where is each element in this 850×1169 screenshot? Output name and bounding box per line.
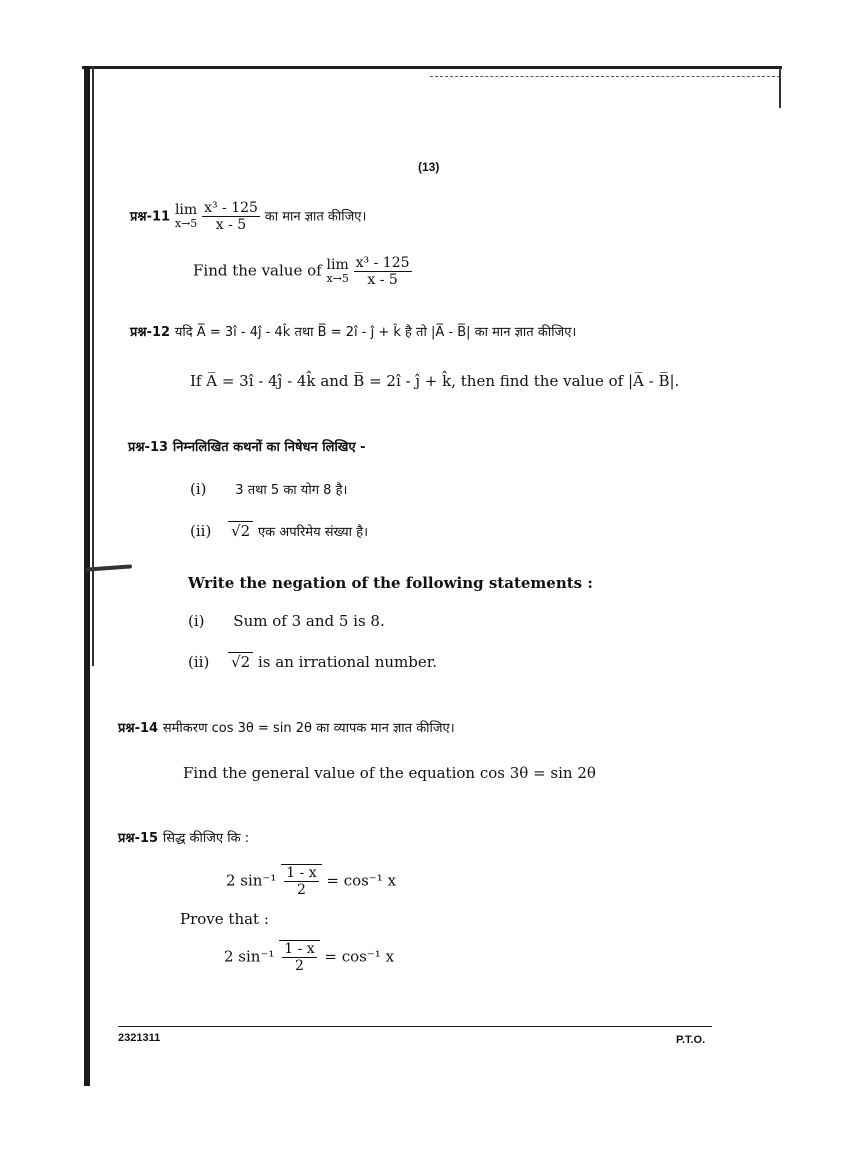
q14-english: Find the general value of the equation cos 3θ = sin 2θ	[183, 764, 596, 782]
page-number: (13)	[418, 160, 440, 174]
lim-sub: x→5	[326, 271, 349, 285]
q12-hindi-text: यदि A̅ = 3î - 4ĵ - 4k̂ तथा B̅ = 2î - ĵ + k̂ है तो |A̅ - B̅| का मान ज्ञात कीजिए।	[174, 325, 577, 340]
lim-text: lim	[174, 201, 198, 218]
item-number: (ii)	[190, 522, 212, 540]
item-text: Sum of 3 and 5 is 8.	[233, 612, 385, 630]
q13-heading-text: निम्नलिखित कथनों का निषेधन लिखिए -	[172, 440, 366, 455]
fraction-denominator: 2	[296, 882, 306, 898]
page-border-top	[82, 66, 782, 69]
page-border-left	[84, 66, 90, 1086]
q12-english: If A̅ = 3î - 4ĵ - 4k̂ and B̅ = 2î - ĵ + k̂, then find the value of |A̅ - B̅|.	[190, 372, 680, 390]
item-number: (i)	[188, 612, 205, 630]
q15-hindi-text: सिद्ध कीजिए कि :	[162, 831, 250, 846]
q14-hindi	[118, 718, 455, 736]
q13-english-item-1	[188, 612, 385, 630]
q11-english	[193, 255, 412, 288]
q14-label: प्रश्न-14	[118, 721, 159, 736]
sqrt-2: √2	[228, 652, 253, 671]
q13-english-item-2	[188, 652, 437, 671]
paper-code: 2321311	[118, 1032, 161, 1044]
fraction-numerator: 1 - x	[286, 865, 317, 881]
equation-rhs: = cos⁻¹ x	[326, 871, 397, 890]
q15-hindi	[118, 828, 249, 846]
sqrt-2: √2	[228, 521, 253, 540]
q13-hindi-heading	[128, 437, 366, 455]
q13-hindi-item-2	[190, 521, 368, 540]
q14-hindi-text: समीकरण cos 3θ = sin 2θ का व्यापक मान ज्ञात कीजिए।	[162, 721, 455, 736]
item-text: एक अपरिमेय संख्या है।	[257, 525, 368, 540]
equation-root	[281, 864, 321, 898]
fraction-numerator: 1 - x	[284, 941, 315, 957]
q13-english-heading: Write the negation of the following statements :	[188, 574, 593, 592]
q15-equation-en	[224, 940, 394, 974]
item-text: is an irrational number.	[257, 653, 438, 671]
equation-root	[279, 940, 319, 974]
q11-english-prefix: Find the value of	[193, 261, 322, 280]
q11-hindi-tail: का मान ज्ञात कीजिए।	[264, 209, 367, 225]
q11-fraction-en	[354, 255, 412, 288]
item-text: 3 तथा 5 का योग 8 है।	[235, 483, 348, 498]
q15-label: प्रश्न-15	[118, 831, 159, 846]
footer-divider	[118, 1026, 712, 1027]
q15-english: Prove that :	[180, 910, 269, 928]
item-number: (i)	[190, 480, 207, 498]
q13-hindi-item-1	[190, 480, 347, 498]
fraction-denominator: 2	[294, 958, 304, 974]
fraction-numerator: x³ - 125	[204, 200, 258, 216]
pto-label: P.T.O.	[676, 1034, 706, 1046]
page-border-right	[779, 68, 781, 108]
fraction-denominator: x - 5	[367, 272, 398, 288]
q11-hindi	[130, 200, 366, 233]
q11-limit	[175, 203, 197, 231]
lim-text: lim	[326, 256, 349, 273]
item-number: (ii)	[188, 653, 210, 671]
q12-label: प्रश्न-12	[130, 325, 171, 340]
q15-equation-hi	[226, 864, 396, 898]
q12-hindi	[130, 322, 576, 340]
q13-label: प्रश्न-13	[128, 440, 169, 455]
page-border-top-dashed	[430, 76, 780, 77]
q11-label: प्रश्न-11	[130, 209, 171, 225]
page-border-left-inner	[92, 66, 94, 666]
equation-rhs: = cos⁻¹ x	[324, 947, 395, 966]
q11-fraction	[202, 200, 260, 233]
lim-sub: x→5	[174, 216, 198, 230]
q11-limit-en	[326, 258, 348, 286]
fraction-numerator: x³ - 125	[355, 255, 410, 271]
fraction-denominator: x - 5	[215, 217, 247, 233]
equation-lhs: 2 sin⁻¹	[226, 871, 277, 890]
equation-lhs: 2 sin⁻¹	[224, 947, 275, 966]
